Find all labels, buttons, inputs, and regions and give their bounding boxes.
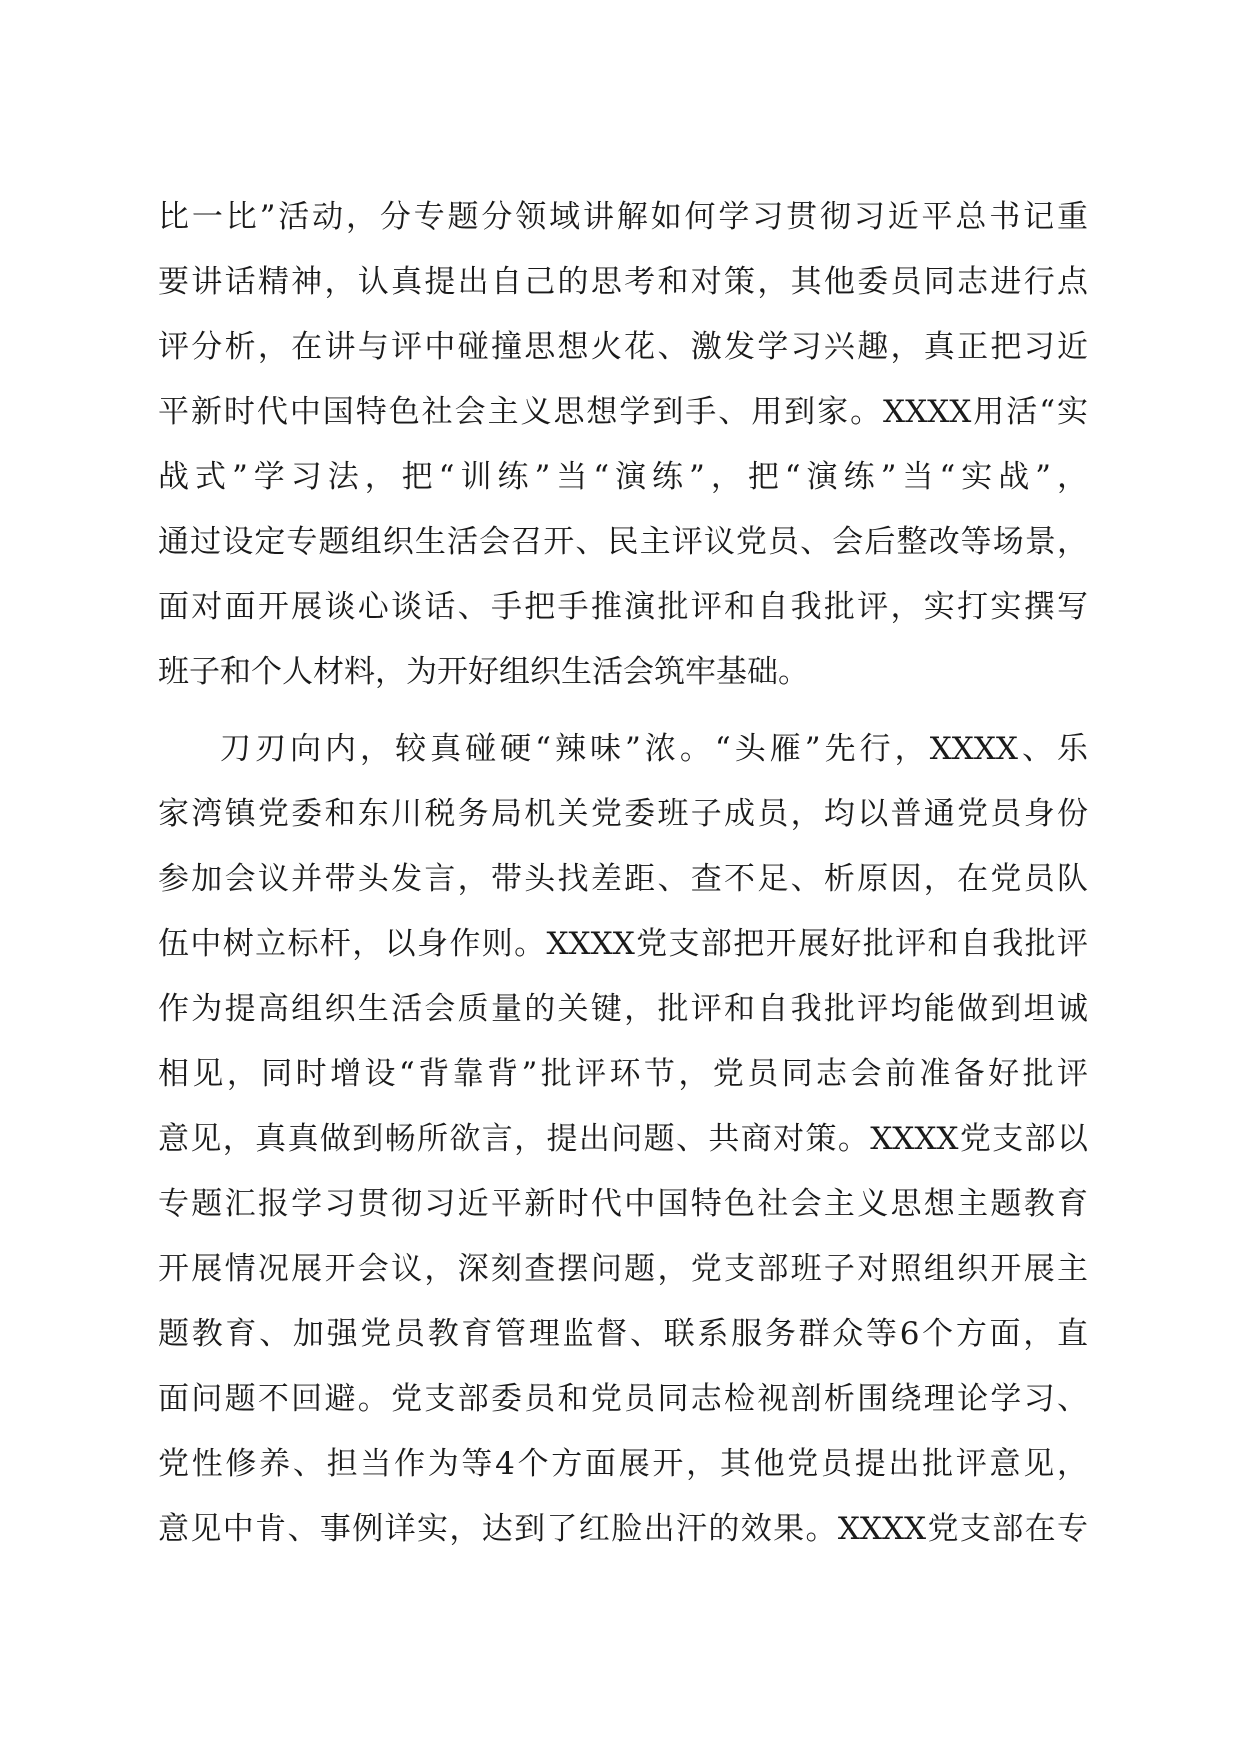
text-line: 意见中肯、事例详实，达到了红脸出汗的效果。XXXX党支部在专 (158, 1511, 1088, 1547)
text-line: 伍中树立标杆，以身作则。XXXX党支部把开展好批评和自我批评 (158, 926, 1088, 962)
text-line: 专题汇报学习贯彻习近平新时代中国特色社会主义思想主题教育 (158, 1186, 1088, 1222)
text-line: 作为提高组织生活会质量的关键，批评和自我批评均能做到坦诚 (158, 991, 1088, 1027)
text-line: 战式”学习法，把“训练”当“演练”，把“演练”当“实战”， (158, 459, 1088, 495)
text-line: 相见，同时增设“背靠背”批评环节，党员同志会前准备好批评 (158, 1056, 1088, 1092)
text-line: 班子和个人材料，为开好组织生活会筑牢基础。 (158, 654, 809, 690)
text-line: 面问题不回避。党支部委员和党员同志检视剖析围绕理论学习、 (158, 1381, 1088, 1417)
text-line: 党性修养、担当作为等4个方面展开，其他党员提出批评意见， (158, 1446, 1088, 1482)
text-line: 比一比”活动，分专题分领域讲解如何学习贯彻习近平总书记重 (158, 199, 1088, 235)
text-line: 刀刃向内，较真碰硬“辣味”浓。“头雁”先行，XXXX、乐 (220, 731, 1088, 767)
text-line: 意见，真真做到畅所欲言，提出问题、共商对策。XXXX党支部以 (158, 1121, 1088, 1157)
body-text (158, 185, 1088, 1562)
text-line: 通过设定专题组织生活会召开、民主评议党员、会后整改等场景， (158, 524, 1088, 560)
text-line: 平新时代中国特色社会主义思想学到手、用到家。XXXX用活“实 (158, 394, 1088, 430)
text-line: 评分析，在讲与评中碰撞思想火花、激发学习兴趣，真正把习近 (158, 329, 1088, 365)
text-line: 参加会议并带头发言，带头找差距、查不足、析原因，在党员队 (158, 861, 1088, 897)
paragraph-1 (158, 185, 1088, 705)
paragraph-2 (158, 717, 1088, 1562)
text-line: 面对面开展谈心谈话、手把手推演批评和自我批评，实打实撰写 (158, 589, 1088, 625)
text-line: 开展情况展开会议，深刻查摆问题，党支部班子对照组织开展主 (158, 1251, 1088, 1287)
text-line: 家湾镇党委和东川税务局机关党委班子成员，均以普通党员身份 (158, 796, 1088, 832)
text-line: 要讲话精神，认真提出自己的思考和对策，其他委员同志进行点 (158, 264, 1088, 300)
text-line: 题教育、加强党员教育管理监督、联系服务群众等6个方面，直 (158, 1316, 1088, 1352)
